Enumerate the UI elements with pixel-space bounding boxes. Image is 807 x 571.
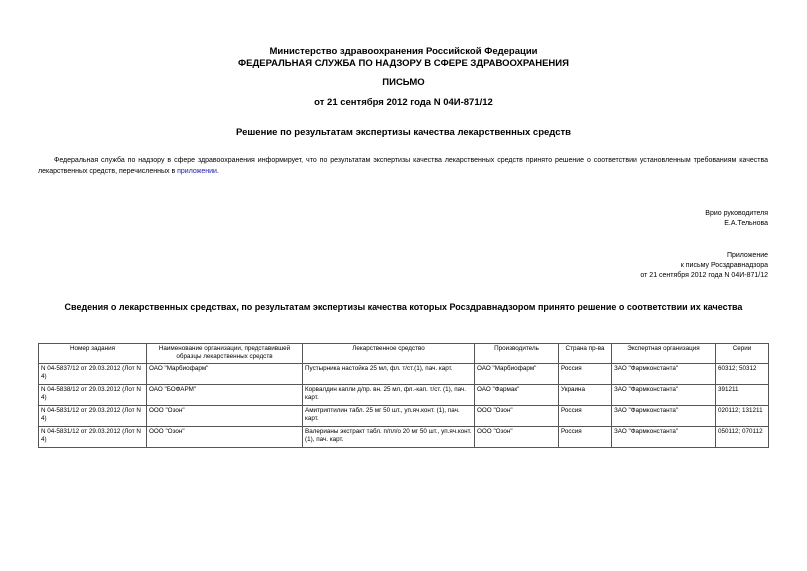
cell-organization: ООО "Озон" <box>147 427 303 448</box>
cell-task-number: N 04-5837/12 от 29.03.2012 (Лот N 4) <box>39 364 147 385</box>
appendix-link[interactable]: приложении <box>177 168 217 175</box>
cell-task-number: N 04-5831/12 от 29.03.2012 (Лот N 4) <box>39 406 147 427</box>
appendix-label: Приложение <box>726 252 768 259</box>
cell-expert-org: ЗАО "Фармконстанта" <box>612 385 716 406</box>
cell-series: 391211 <box>716 385 769 406</box>
cell-medicine: Пустырника настойка 25 мл, фл. т/ст.(1), пач. карт. <box>303 364 475 385</box>
cell-series: 050112; 070112 <box>716 427 769 448</box>
table-row <box>39 364 769 385</box>
cell-series: 60312; 50312 <box>716 364 769 385</box>
header-medicine: Лекарственное средство <box>303 344 475 364</box>
table-row <box>39 406 769 427</box>
body-text-end: . <box>216 168 219 175</box>
cell-organization: ОАО "Марбиофарм" <box>147 364 303 385</box>
cell-medicine: Корвалдин капли д/пр. вн. 25 мл, фл.-кап. т/ст. (1), пач. карт. <box>303 385 475 406</box>
cell-country: Россия <box>559 427 612 448</box>
header-series: Серии <box>716 344 769 364</box>
cell-manufacturer: ООО "Озон" <box>475 406 559 427</box>
appendix-date-ref: от 21 сентября 2012 года N 04И-871/12 <box>640 272 768 279</box>
cell-task-number: N 04-5838/12 от 29.03.2012 (Лот N 4) <box>39 385 147 406</box>
cell-country: Украина <box>559 385 612 406</box>
cell-expert-org: ЗАО "Фармконстанта" <box>612 427 716 448</box>
signature-name: Е.А.Тельнова <box>724 220 768 227</box>
body-paragraph <box>38 155 768 177</box>
document-type: ПИСЬМО <box>382 77 425 88</box>
cell-medicine: Валерианы экстракт табл. п/пл/о 20 мг 50 шт., уп.яч.конт. (1), пач. карт. <box>303 427 475 448</box>
appendix-letter-ref: к письму Росздравнадзора <box>680 262 768 269</box>
body-text: Федеральная служба по надзору в сфере здравоохранения информирует, что по результатам экспертизы качества лекарственных средств принято решение о соответствии установленным требованиям качества лекарственных средств, перечисленных в <box>38 157 768 175</box>
cell-organization: ОАО "БОФАРМ" <box>147 385 303 406</box>
cell-expert-org: ЗАО "Фармконстанта" <box>612 364 716 385</box>
table-row <box>39 427 769 448</box>
cell-medicine: Амитриптилин табл. 25 мг 50 шт., уп.яч.конт. (1), пач. карт. <box>303 406 475 427</box>
cell-expert-org: ЗАО "Фармконстанта" <box>612 406 716 427</box>
document-date-number: от 21 сентября 2012 года N 04И-871/12 <box>314 97 493 108</box>
cell-manufacturer: ООО "Озон" <box>475 427 559 448</box>
table-row <box>39 385 769 406</box>
medicines-table <box>38 343 769 448</box>
cell-country: Россия <box>559 406 612 427</box>
header-manufacturer: Производитель <box>475 344 559 364</box>
header-expert-org: Экспертная организация <box>612 344 716 364</box>
cell-manufacturer: ОАО "Марбиофарм" <box>475 364 559 385</box>
cell-organization: ООО "Озон" <box>147 406 303 427</box>
header-country: Страна пр-ва <box>559 344 612 364</box>
cell-task-number: N 04-5831/12 от 29.03.2012 (Лот N 4) <box>39 427 147 448</box>
service-name: ФЕДЕРАЛЬНАЯ СЛУЖБА ПО НАДЗОРУ В СФЕРЕ ЗДРАВООХРАНЕНИЯ <box>238 58 569 69</box>
signature-position: Врио руководителя <box>705 210 768 217</box>
cell-manufacturer: ОАО "Фармак" <box>475 385 559 406</box>
cell-series: 020112; 131211 <box>716 406 769 427</box>
header-task-number: Номер задания <box>39 344 147 364</box>
table-title: Сведения о лекарственных средствах, по результатам экспертизы качества которых Росздравнадзором принято решение о соответствии их качества <box>64 302 743 312</box>
cell-country: Россия <box>559 364 612 385</box>
table-header-row <box>39 344 769 364</box>
ministry-name: Министерство здравоохранения Российской Федерации <box>269 46 538 57</box>
header-organization: Наименование организации, представившей образцы лекарственных средств <box>147 344 303 364</box>
document-subject: Решение по результатам экспертизы качества лекарственных средств <box>236 127 571 138</box>
